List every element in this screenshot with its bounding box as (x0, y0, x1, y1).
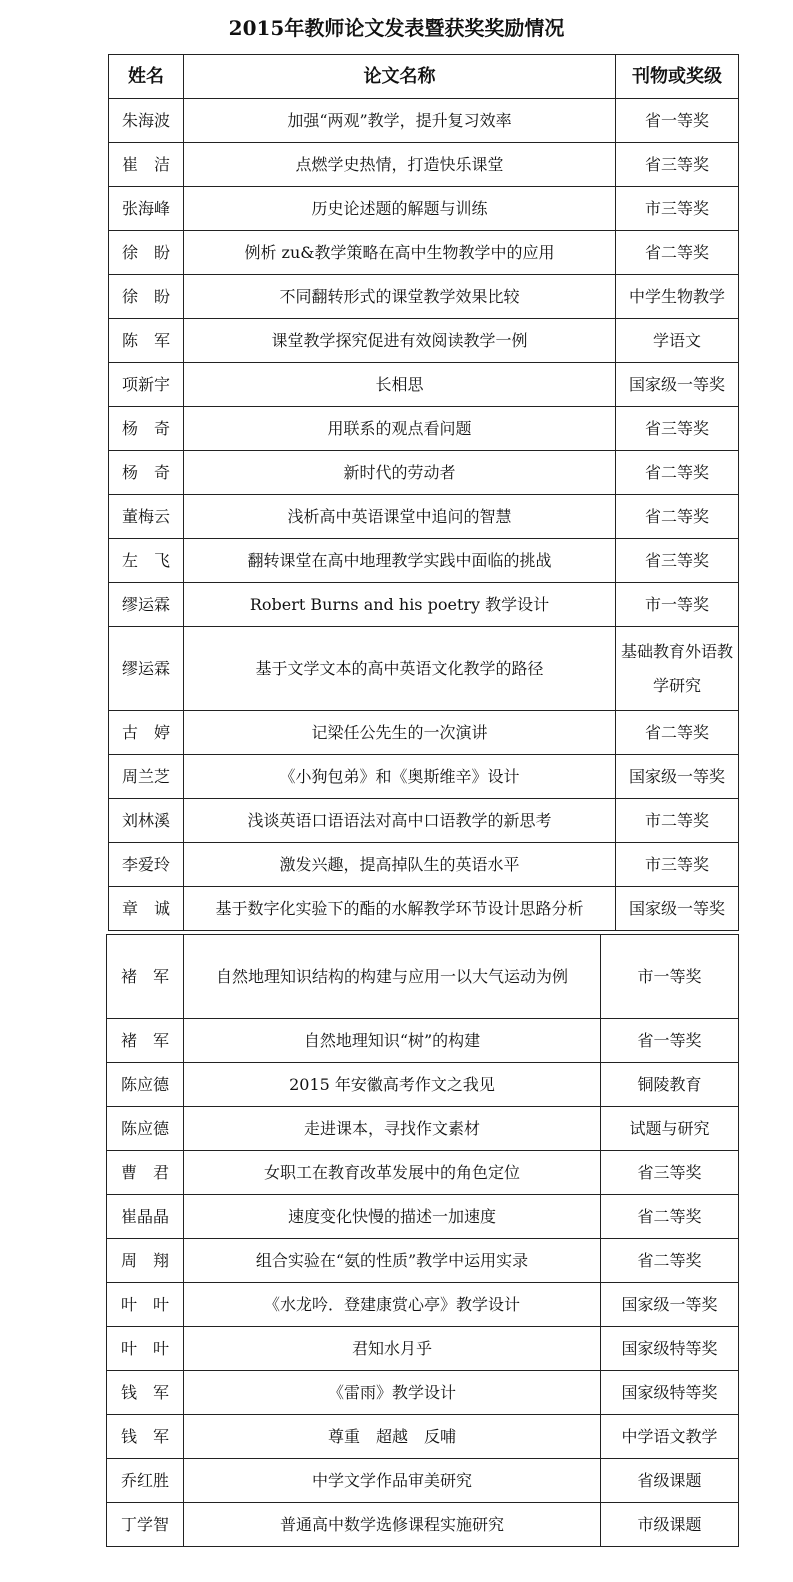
table-row (107, 1283, 739, 1327)
page-title: 2015年教师论文发表暨获奖奖励情况 (228, 16, 565, 40)
cell-name: 周 翔 (107, 1239, 184, 1283)
cell-name: 陈 军 (109, 319, 184, 363)
cell-paper: 用联系的观点看问题 (184, 407, 616, 451)
cell-award: 省一等奖 (601, 1019, 739, 1063)
cell-award: 试题与研究 (601, 1107, 739, 1151)
cell-award: 省三等奖 (601, 1151, 739, 1195)
cell-award: 省二等奖 (601, 1195, 739, 1239)
cell-name: 钱 军 (107, 1415, 184, 1459)
cell-award: 学语文 (616, 319, 739, 363)
table-row (107, 1459, 739, 1503)
cell-name: 崔晶晶 (107, 1195, 184, 1239)
table-row (109, 755, 739, 799)
cell-name: 缪运霖 (109, 627, 184, 711)
cell-paper: 浅谈英语口语语法对高中口语教学的新思考 (184, 799, 616, 843)
table-row (109, 799, 739, 843)
cell-paper: 自然地理知识结构的构建与应用一以大气运动为例 (184, 935, 601, 1019)
table-row (109, 451, 739, 495)
cell-name: 陈应德 (107, 1063, 184, 1107)
table-row (107, 1151, 739, 1195)
cell-paper: 历史论述题的解题与训练 (184, 187, 616, 231)
table-row (107, 935, 739, 1019)
cell-award: 市三等奖 (616, 187, 739, 231)
table-row (109, 187, 739, 231)
table-row (109, 143, 739, 187)
cell-paper: 课堂教学探究促进有效阅读教学一例 (184, 319, 616, 363)
cell-paper: 尊重 超越 反哺 (184, 1415, 601, 1459)
table-row (109, 231, 739, 275)
cell-paper: 《小狗包弟》和《奥斯维辛》设计 (184, 755, 616, 799)
cell-award: 省二等奖 (616, 231, 739, 275)
table-row (107, 1063, 739, 1107)
cell-name: 褚 军 (107, 935, 184, 1019)
cell-award: 省级课题 (601, 1459, 739, 1503)
cell-name: 丁学智 (107, 1503, 184, 1547)
cell-paper: 基于数字化实验下的酯的水解教学环节设计思路分析 (184, 887, 616, 931)
table-row (109, 711, 739, 755)
cell-award: 省三等奖 (616, 143, 739, 187)
cell-paper: 浅析高中英语课堂中追问的智慧 (184, 495, 616, 539)
table-row (107, 1415, 739, 1459)
cell-paper: Robert Burns and his poetry 教学设计 (184, 583, 616, 627)
cell-award: 中学语文教学 (601, 1415, 739, 1459)
cell-award: 市二等奖 (616, 799, 739, 843)
cell-paper: 点燃学史热情，打造快乐课堂 (184, 143, 616, 187)
cell-paper: 《水龙吟．登建康赏心亭》教学设计 (184, 1283, 601, 1327)
cell-name: 乔红胜 (107, 1459, 184, 1503)
table-row (107, 1503, 739, 1547)
cell-paper: 自然地理知识“树”的构建 (184, 1019, 601, 1063)
cell-paper: 普通高中数学选修课程实施研究 (184, 1503, 601, 1547)
cell-name: 叶 叶 (107, 1327, 184, 1371)
cell-name: 叶 叶 (107, 1283, 184, 1327)
cell-name: 缪运霖 (109, 583, 184, 627)
cell-name: 陈应德 (107, 1107, 184, 1151)
table-row (107, 1371, 739, 1415)
header-row (109, 55, 739, 99)
cell-paper: 走进课本，寻找作文素材 (184, 1107, 601, 1151)
table-row (109, 843, 739, 887)
cell-paper: 长相思 (184, 363, 616, 407)
cell-award: 国家级一等奖 (616, 887, 739, 931)
cell-name: 朱海波 (109, 99, 184, 143)
cell-paper: 中学文学作品审美研究 (184, 1459, 601, 1503)
cell-paper: 速度变化快慢的描述一加速度 (184, 1195, 601, 1239)
cell-name: 钱 军 (107, 1371, 184, 1415)
table-row (107, 1327, 739, 1371)
header-paper: 论文名称 (184, 55, 616, 99)
table-row (107, 1019, 739, 1063)
header-award: 刊物或奖级 (616, 55, 739, 99)
cell-name: 刘林溪 (109, 799, 184, 843)
awards-table-2 (106, 934, 739, 1547)
header-name: 姓名 (109, 55, 184, 99)
table-row (109, 627, 739, 711)
cell-paper: 基于文学文本的高中英语文化教学的路径 (184, 627, 616, 711)
cell-award: 市一等奖 (616, 583, 739, 627)
cell-name: 崔 洁 (109, 143, 184, 187)
cell-award: 省二等奖 (616, 495, 739, 539)
cell-name: 章 诚 (109, 887, 184, 931)
cell-award: 省三等奖 (616, 407, 739, 451)
cell-award: 省二等奖 (616, 451, 739, 495)
cell-paper: 君知水月乎 (184, 1327, 601, 1371)
cell-paper: 新时代的劳动者 (184, 451, 616, 495)
cell-name: 杨 奇 (109, 407, 184, 451)
table-row (109, 495, 739, 539)
cell-name: 张海峰 (109, 187, 184, 231)
cell-award: 国家级一等奖 (601, 1283, 739, 1327)
cell-award: 市三等奖 (616, 843, 739, 887)
cell-paper: 激发兴趣，提高掉队生的英语水平 (184, 843, 616, 887)
cell-name: 杨 奇 (109, 451, 184, 495)
cell-paper: 不同翻转形式的课堂教学效果比较 (184, 275, 616, 319)
cell-name: 古 婷 (109, 711, 184, 755)
table-row (109, 319, 739, 363)
cell-paper: 2015 年安徽高考作文之我见 (184, 1063, 601, 1107)
cell-award: 铜陵教育 (601, 1063, 739, 1107)
cell-award: 市级课题 (601, 1503, 739, 1547)
cell-name: 李爱玲 (109, 843, 184, 887)
table-row (109, 407, 739, 451)
cell-paper: 例析 zu&教学策略在高中生物教学中的应用 (184, 231, 616, 275)
cell-award: 基础教育外语教学研究 (616, 627, 739, 711)
cell-paper: 加强“两观”教学，提升复习效率 (184, 99, 616, 143)
cell-name: 左 飞 (109, 539, 184, 583)
awards-table-1 (108, 54, 739, 931)
cell-name: 曹 君 (107, 1151, 184, 1195)
cell-award: 省二等奖 (601, 1239, 739, 1283)
cell-award: 国家级一等奖 (616, 755, 739, 799)
cell-name: 徐 盼 (109, 275, 184, 319)
cell-paper: 记梁任公先生的一次演讲 (184, 711, 616, 755)
cell-paper: 《雷雨》教学设计 (184, 1371, 601, 1415)
cell-award: 中学生物教学 (616, 275, 739, 319)
table-row (109, 583, 739, 627)
cell-award: 省二等奖 (616, 711, 739, 755)
cell-name: 项新宇 (109, 363, 184, 407)
cell-paper: 翻转课堂在高中地理教学实践中面临的挑战 (184, 539, 616, 583)
table-row (109, 887, 739, 931)
cell-award: 国家级特等奖 (601, 1327, 739, 1371)
cell-paper: 组合实验在“氨的性质”教学中运用实录 (184, 1239, 601, 1283)
cell-name: 徐 盼 (109, 231, 184, 275)
cell-name: 周兰芝 (109, 755, 184, 799)
cell-paper: 女职工在教育改革发展中的角色定位 (184, 1151, 601, 1195)
cell-award: 国家级一等奖 (616, 363, 739, 407)
cell-award: 市一等奖 (601, 935, 739, 1019)
table-row (107, 1195, 739, 1239)
table-row (109, 275, 739, 319)
cell-award: 省一等奖 (616, 99, 739, 143)
table-row (107, 1107, 739, 1151)
cell-award: 国家级特等奖 (601, 1371, 739, 1415)
cell-award: 省三等奖 (616, 539, 739, 583)
table-row (109, 99, 739, 143)
cell-name: 董梅云 (109, 495, 184, 539)
table-row (109, 539, 739, 583)
table-row (109, 363, 739, 407)
table-row (107, 1239, 739, 1283)
cell-name: 褚 军 (107, 1019, 184, 1063)
